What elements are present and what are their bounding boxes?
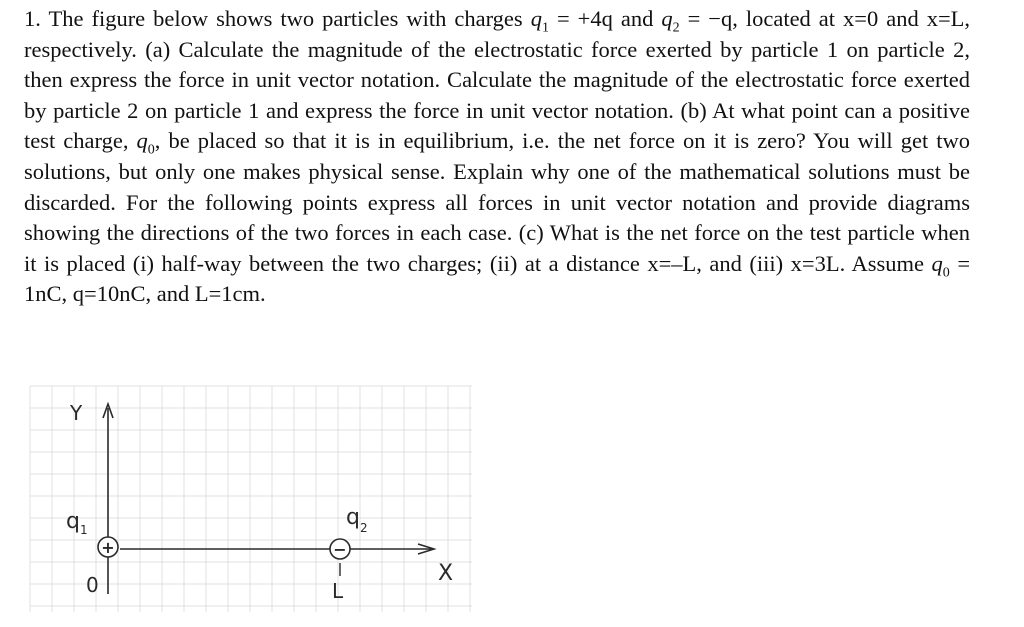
q0-value: = 1nC <box>24 250 971 307</box>
problem-sentence-1: The figure below shows two particles with charges <box>48 6 523 31</box>
q2-value: = −q <box>687 6 733 31</box>
q2-sign: − <box>333 540 347 559</box>
q1-sign: + <box>101 538 115 557</box>
q1-label: q <box>66 509 80 534</box>
problem-sentence-3: , be placed so that it is in equilibrium, i.e. the net force on it is zero? You will get two solutions, but only one makes physical sense. Explain why one of the mathematical solutions must be discarded. For the following points express all forces in unit vector notation and provide diagrams showing the directions of the two forces in each case. (c) What is the net force on the test particle when it is placed (i) half-way between the two charges; (ii) at a distance x=–L, and (iii) x=3L. Assume <box>24 128 971 276</box>
q1-symbol: q <box>530 6 542 31</box>
problem-sentence-2: , located at x=0 and x=L, respectively. (a) Calculate the magnitude of the electrostatic force exerted by particle 1 on particle 2, then express the force in unit vector notation. Calculate the magnitude of the electrostatic force exerted by particle 2 on particle 1 and express the force in unit vector notation. (b) At what point can a positive test charge, <box>24 6 971 154</box>
q1-subscript: 1 <box>541 20 549 36</box>
q2-symbol: q <box>661 6 673 31</box>
q2-label-subscript: 2 <box>360 521 368 535</box>
q2-label: q <box>346 505 360 530</box>
y-axis-label: Y <box>70 401 83 425</box>
q0-symbol: q <box>136 128 148 154</box>
q0-symbol-2: q <box>931 250 943 276</box>
and-word: and <box>620 6 654 31</box>
q1-value: = +4q <box>556 6 613 31</box>
L-label: L <box>332 579 344 603</box>
q0-subscript: 0 <box>147 142 155 158</box>
problem-text <box>24 4 970 310</box>
origin-label: 0 <box>86 573 99 597</box>
q1-label-subscript: 1 <box>80 523 88 537</box>
charge-diagram <box>20 380 480 620</box>
q0-subscript-2: 0 <box>942 265 950 281</box>
x-axis-label: X <box>438 561 454 586</box>
charge-diagram-svg <box>20 380 480 620</box>
q2-subscript: 2 <box>672 20 680 36</box>
problem-number: 1. <box>24 6 41 31</box>
problem-sentence-4: , q=10nC, and L=1cm. <box>61 281 266 307</box>
